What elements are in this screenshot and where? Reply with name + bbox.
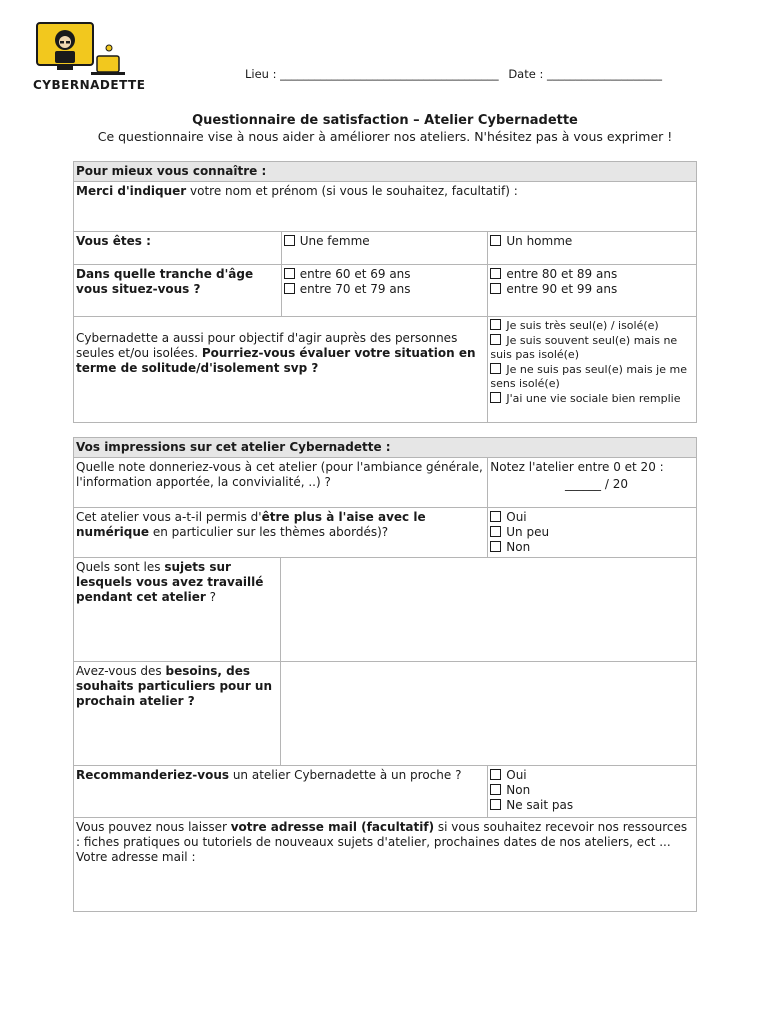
subjects-answer-area[interactable] xyxy=(280,558,696,662)
recommend-option[interactable]: Ne sait pas xyxy=(490,798,694,813)
section2-header: Vos impressions sur cet atelier Cybernadette : xyxy=(74,438,697,458)
age-option[interactable]: entre 80 et 89 ans xyxy=(490,267,694,282)
name-question[interactable]: Merci d'indiquer votre nom et prénom (si vous le souhaitez, facultatif) : xyxy=(74,182,697,232)
isolation-option[interactable]: Je suis très seul(e) / isolé(e) xyxy=(490,319,694,334)
checkbox-icon[interactable] xyxy=(490,268,501,279)
checkbox-icon[interactable] xyxy=(490,319,501,330)
recommend-option[interactable]: Oui xyxy=(490,768,694,783)
checkbox-icon[interactable] xyxy=(490,334,501,345)
age-option[interactable]: entre 60 et 69 ans xyxy=(284,267,486,282)
ease-option[interactable]: Non xyxy=(490,540,694,555)
isolation-option[interactable]: J'ai une vie sociale bien remplie xyxy=(490,392,694,407)
gender-option-female[interactable]: Une femme xyxy=(281,232,488,265)
rating-blank[interactable]: ______ / 20 xyxy=(565,477,628,491)
needs-question: Avez-vous des besoins, des souhaits particuliers pour un prochain atelier ? xyxy=(74,662,281,766)
age-label: Dans quelle tranche d'âge vous situez-vous ? xyxy=(76,267,254,296)
gender-option-male[interactable]: Un homme xyxy=(488,232,697,265)
recommend-option[interactable]: Non xyxy=(490,783,694,798)
section-impressions xyxy=(73,437,697,912)
checkbox-icon[interactable] xyxy=(284,235,295,246)
ease-option[interactable]: Oui xyxy=(490,510,694,525)
checkbox-icon[interactable] xyxy=(490,526,501,537)
ease-question: Cet atelier vous a-t-il permis d'être plus à l'aise avec le numérique en particulier sur les thèmes abordés)? xyxy=(74,508,488,558)
email-cell[interactable] xyxy=(74,818,697,912)
email-instruction: Vous pouvez nous laisser votre adresse mail (facultatif) si vous souhaitez recevoir nos ressources : fiches pratiques ou tutoriels de nouveaux sujets d'atelier, prochaines dates de nos ateliers, ect ... xyxy=(76,820,688,849)
checkbox-icon[interactable] xyxy=(284,283,295,294)
isolation-option[interactable]: Je ne suis pas seul(e) mais je me sens isolé(e) xyxy=(490,362,687,390)
checkbox-icon[interactable] xyxy=(490,363,501,374)
checkbox-icon[interactable] xyxy=(490,283,501,294)
checkbox-icon[interactable] xyxy=(490,799,501,810)
checkbox-icon[interactable] xyxy=(490,769,501,780)
age-option[interactable]: entre 90 et 99 ans xyxy=(490,282,694,297)
checkbox-icon[interactable] xyxy=(284,268,295,279)
checkbox-icon[interactable] xyxy=(490,392,501,403)
age-option[interactable]: entre 70 et 79 ans xyxy=(284,282,486,297)
place-field[interactable]: Lieu : ______________________________________ xyxy=(245,67,499,81)
page-subtitle: Ce questionnaire vise à nous aider à améliorer nos ateliers. N'hésitez pas à vous exprimer ! xyxy=(97,129,673,144)
date-field[interactable]: Date : ____________________ xyxy=(508,67,662,81)
checkbox-icon[interactable] xyxy=(490,235,501,246)
section-about-you xyxy=(73,161,697,423)
subjects-question: Quels sont les sujets sur lesquels vous avez travaillé pendant cet atelier ? xyxy=(74,558,281,662)
ease-option[interactable]: Un peu xyxy=(490,525,694,540)
email-label: Votre adresse mail : xyxy=(76,850,196,864)
gender-label: Vous êtes : xyxy=(76,234,151,248)
recommend-question: Recommanderiez-vous un atelier Cybernadette à un proche ? xyxy=(74,766,488,818)
checkbox-icon[interactable] xyxy=(490,784,501,795)
rating-cell[interactable] xyxy=(488,458,697,508)
isolation-question: Cybernadette a aussi pour objectif d'agir auprès des personnes seules et/ou isolées. Pourriez-vous évaluer votre situation en terme de solitude/d'isolement svp ? xyxy=(74,317,488,423)
rating-instruction: Notez l'atelier entre 0 et 20 : xyxy=(490,460,664,474)
isolation-option[interactable]: Je suis souvent seul(e) mais ne suis pas isolé(e) xyxy=(490,333,678,361)
needs-answer-area[interactable] xyxy=(280,662,696,766)
logo-wordmark: CYBERNADETTE xyxy=(33,78,146,92)
checkbox-icon[interactable] xyxy=(490,511,501,522)
checkbox-icon[interactable] xyxy=(490,541,501,552)
page-title: Questionnaire de satisfaction – Atelier Cybernadette xyxy=(192,113,578,128)
section1-header: Pour mieux vous connaître : xyxy=(74,162,697,182)
place-date-line xyxy=(245,67,662,81)
rating-question: Quelle note donneriez-vous à cet atelier (pour l'ambiance générale, l'information apportée, la convivialité, ..) ? xyxy=(74,458,488,508)
